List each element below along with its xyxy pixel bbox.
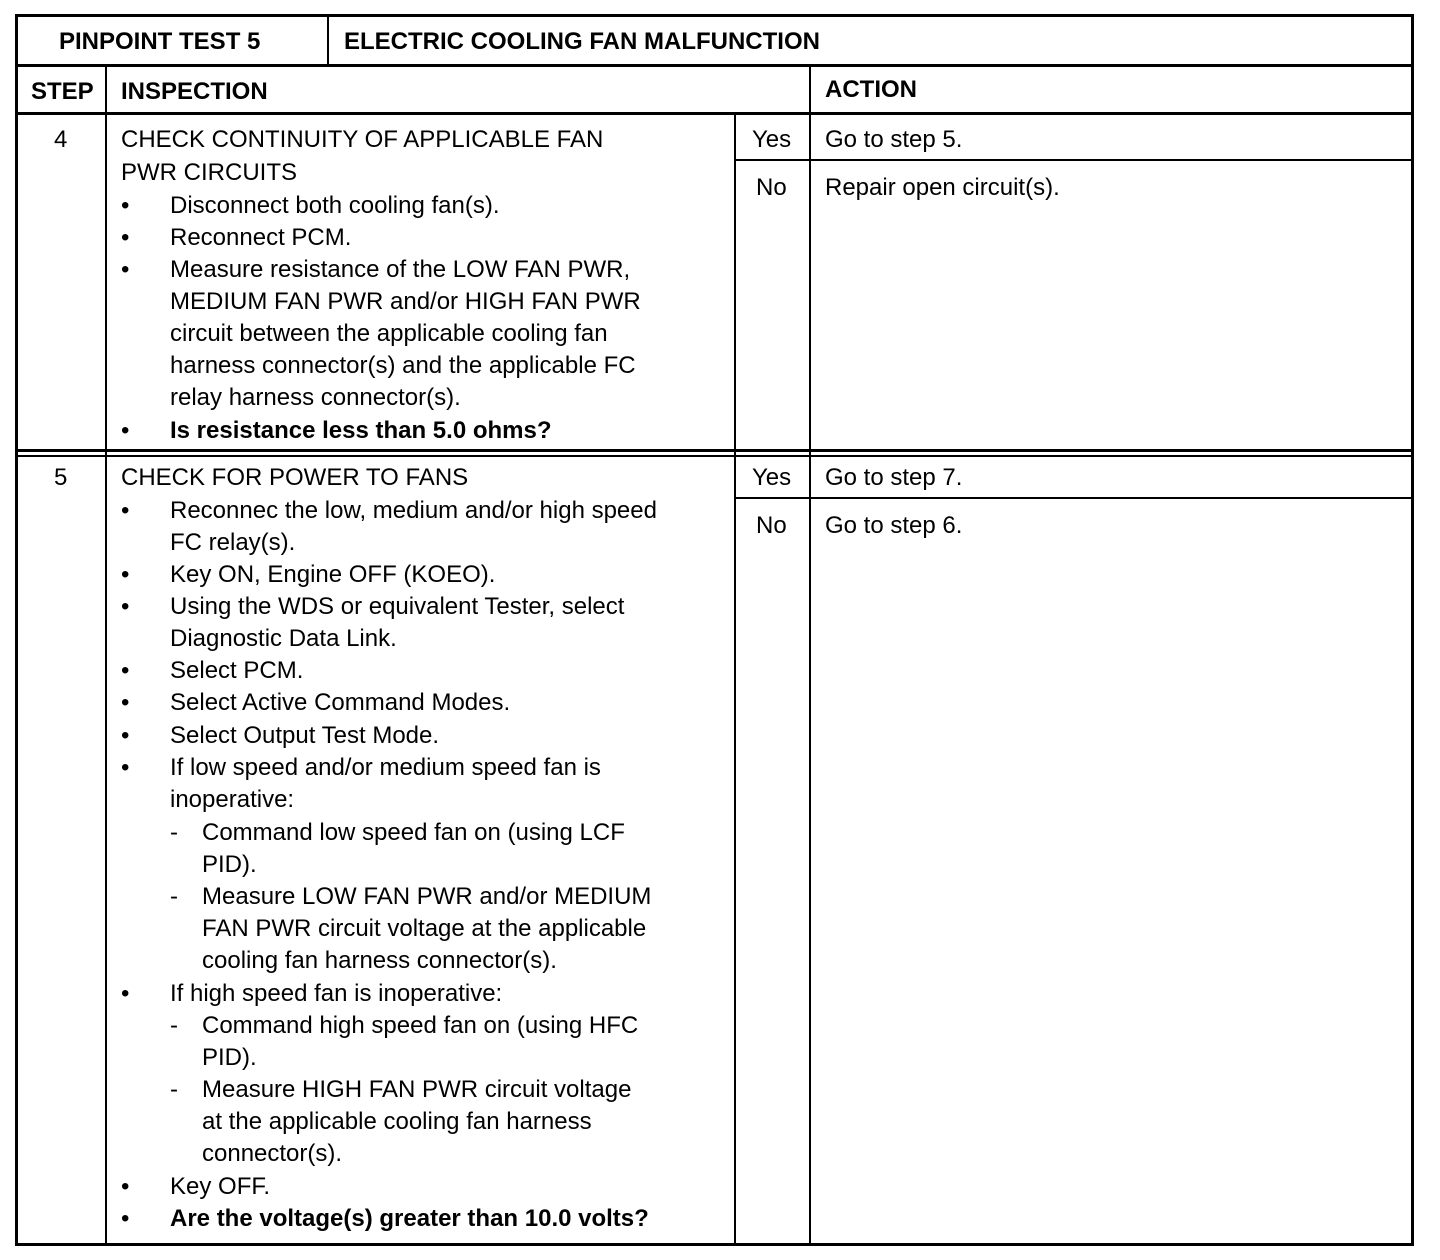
sub-bullet-text: at the applicable cooling fan harness <box>202 1108 592 1135</box>
step-number: 4 <box>54 126 68 153</box>
sub-bullet-text: Measure HIGH FAN PWR circuit voltage <box>202 1076 632 1103</box>
bullet-text: FC relay(s). <box>170 529 296 556</box>
bullet-text: inoperative: <box>170 786 295 813</box>
table-border-left <box>15 14 18 1246</box>
bullet-dot: • <box>121 417 130 444</box>
bullet-text: Reconnect PCM. <box>170 224 352 251</box>
table-border-top <box>15 14 1414 17</box>
sub-bullet-dash: - <box>170 883 178 910</box>
step5-yes-rule <box>734 497 1414 499</box>
step-column-divider <box>105 64 107 1246</box>
bullet-text: Diagnostic Data Link. <box>170 625 397 652</box>
header-bottom-rule <box>15 112 1414 115</box>
bullet-dot: • <box>121 980 130 1007</box>
bullet-text: circuit between the applicable cooling fan <box>170 320 608 347</box>
sub-bullet-text: Measure LOW FAN PWR and/or MEDIUM <box>202 883 652 910</box>
bullet-dot: • <box>121 593 130 620</box>
bullet-dot: • <box>121 754 130 781</box>
bullet-text: Select Output Test Mode. <box>170 722 440 749</box>
bullet-text: Disconnect both cooling fan(s). <box>170 192 500 219</box>
table-border-bottom <box>15 1243 1414 1246</box>
bullet-text: Key OFF. <box>170 1173 271 1200</box>
bullet-dot: • <box>121 497 130 524</box>
step-question: Is resistance less than 5.0 ohms? <box>170 417 552 444</box>
bullet-text: If low speed and/or medium speed fan is <box>170 754 601 781</box>
step-heading: CHECK FOR POWER TO FANS <box>121 464 469 491</box>
bullet-dot: • <box>121 1173 130 1200</box>
action-column-header: ACTION <box>825 76 917 103</box>
step-column-header: STEP <box>31 78 94 105</box>
step-question: Are the voltage(s) greater than 10.0 volts? <box>170 1205 649 1232</box>
bullet-text: MEDIUM FAN PWR and/or HIGH FAN PWR <box>170 288 641 315</box>
step-heading: CHECK CONTINUITY OF APPLICABLE FAN <box>121 126 604 153</box>
no-label: No <box>756 174 787 201</box>
bullet-dot: • <box>121 256 130 283</box>
table-border-right <box>1411 14 1414 1246</box>
yes-label: Yes <box>752 126 792 153</box>
sub-bullet-text: PID). <box>202 1044 257 1071</box>
step-heading: PWR CIRCUITS <box>121 159 297 186</box>
answer-column-divider <box>734 112 736 1246</box>
no-action: Go to step 6. <box>825 512 963 539</box>
step-number: 5 <box>54 464 68 491</box>
bullet-dot: • <box>121 1205 130 1232</box>
title-bottom-rule <box>15 64 1414 67</box>
bullet-dot: • <box>121 224 130 251</box>
sub-bullet-text: PID). <box>202 851 257 878</box>
step4-bottom-rule-2 <box>15 455 1414 457</box>
no-label: No <box>756 512 787 539</box>
bullet-dot: • <box>121 561 130 588</box>
bullet-dot: • <box>121 722 130 749</box>
pinpoint-test-name: ELECTRIC COOLING FAN MALFUNCTION <box>344 28 820 55</box>
no-action: Repair open circuit(s). <box>825 174 1060 201</box>
sub-bullet-text: cooling fan harness connector(s). <box>202 947 557 974</box>
sub-bullet-text: Command high speed fan on (using HFC <box>202 1012 639 1039</box>
yes-action: Go to step 7. <box>825 464 963 491</box>
bullet-dot: • <box>121 689 130 716</box>
bullet-text: Key ON, Engine OFF (KOEO). <box>170 561 496 588</box>
yes-action: Go to step 5. <box>825 126 963 153</box>
bullet-text: Select Active Command Modes. <box>170 689 511 716</box>
step4-yes-rule <box>734 159 1414 161</box>
yes-label: Yes <box>752 464 792 491</box>
bullet-text: relay harness connector(s). <box>170 384 461 411</box>
step4-bottom-rule <box>15 449 1414 452</box>
sub-bullet-text: Command low speed fan on (using LCF <box>202 819 625 846</box>
title-divider <box>327 14 329 66</box>
bullet-text: Using the WDS or equivalent Tester, select <box>170 593 625 620</box>
pinpoint-test-label: PINPOINT TEST 5 <box>59 28 261 55</box>
sub-bullet-dash: - <box>170 1012 178 1039</box>
sub-bullet-text: FAN PWR circuit voltage at the applicable <box>202 915 647 942</box>
bullet-dot: • <box>121 657 130 684</box>
inspection-column-header: INSPECTION <box>121 78 268 105</box>
bullet-text: Reconnec the low, medium and/or high speed <box>170 497 657 524</box>
bullet-text: harness connector(s) and the applicable FC <box>170 352 636 379</box>
sub-bullet-dash: - <box>170 819 178 846</box>
bullet-dot: • <box>121 192 130 219</box>
bullet-text: Select PCM. <box>170 657 304 684</box>
bullet-text: If high speed fan is inoperative: <box>170 980 503 1007</box>
bullet-text: Measure resistance of the LOW FAN PWR, <box>170 256 631 283</box>
action-column-divider <box>809 64 811 1246</box>
sub-bullet-text: connector(s). <box>202 1140 343 1167</box>
sub-bullet-dash: - <box>170 1076 178 1103</box>
